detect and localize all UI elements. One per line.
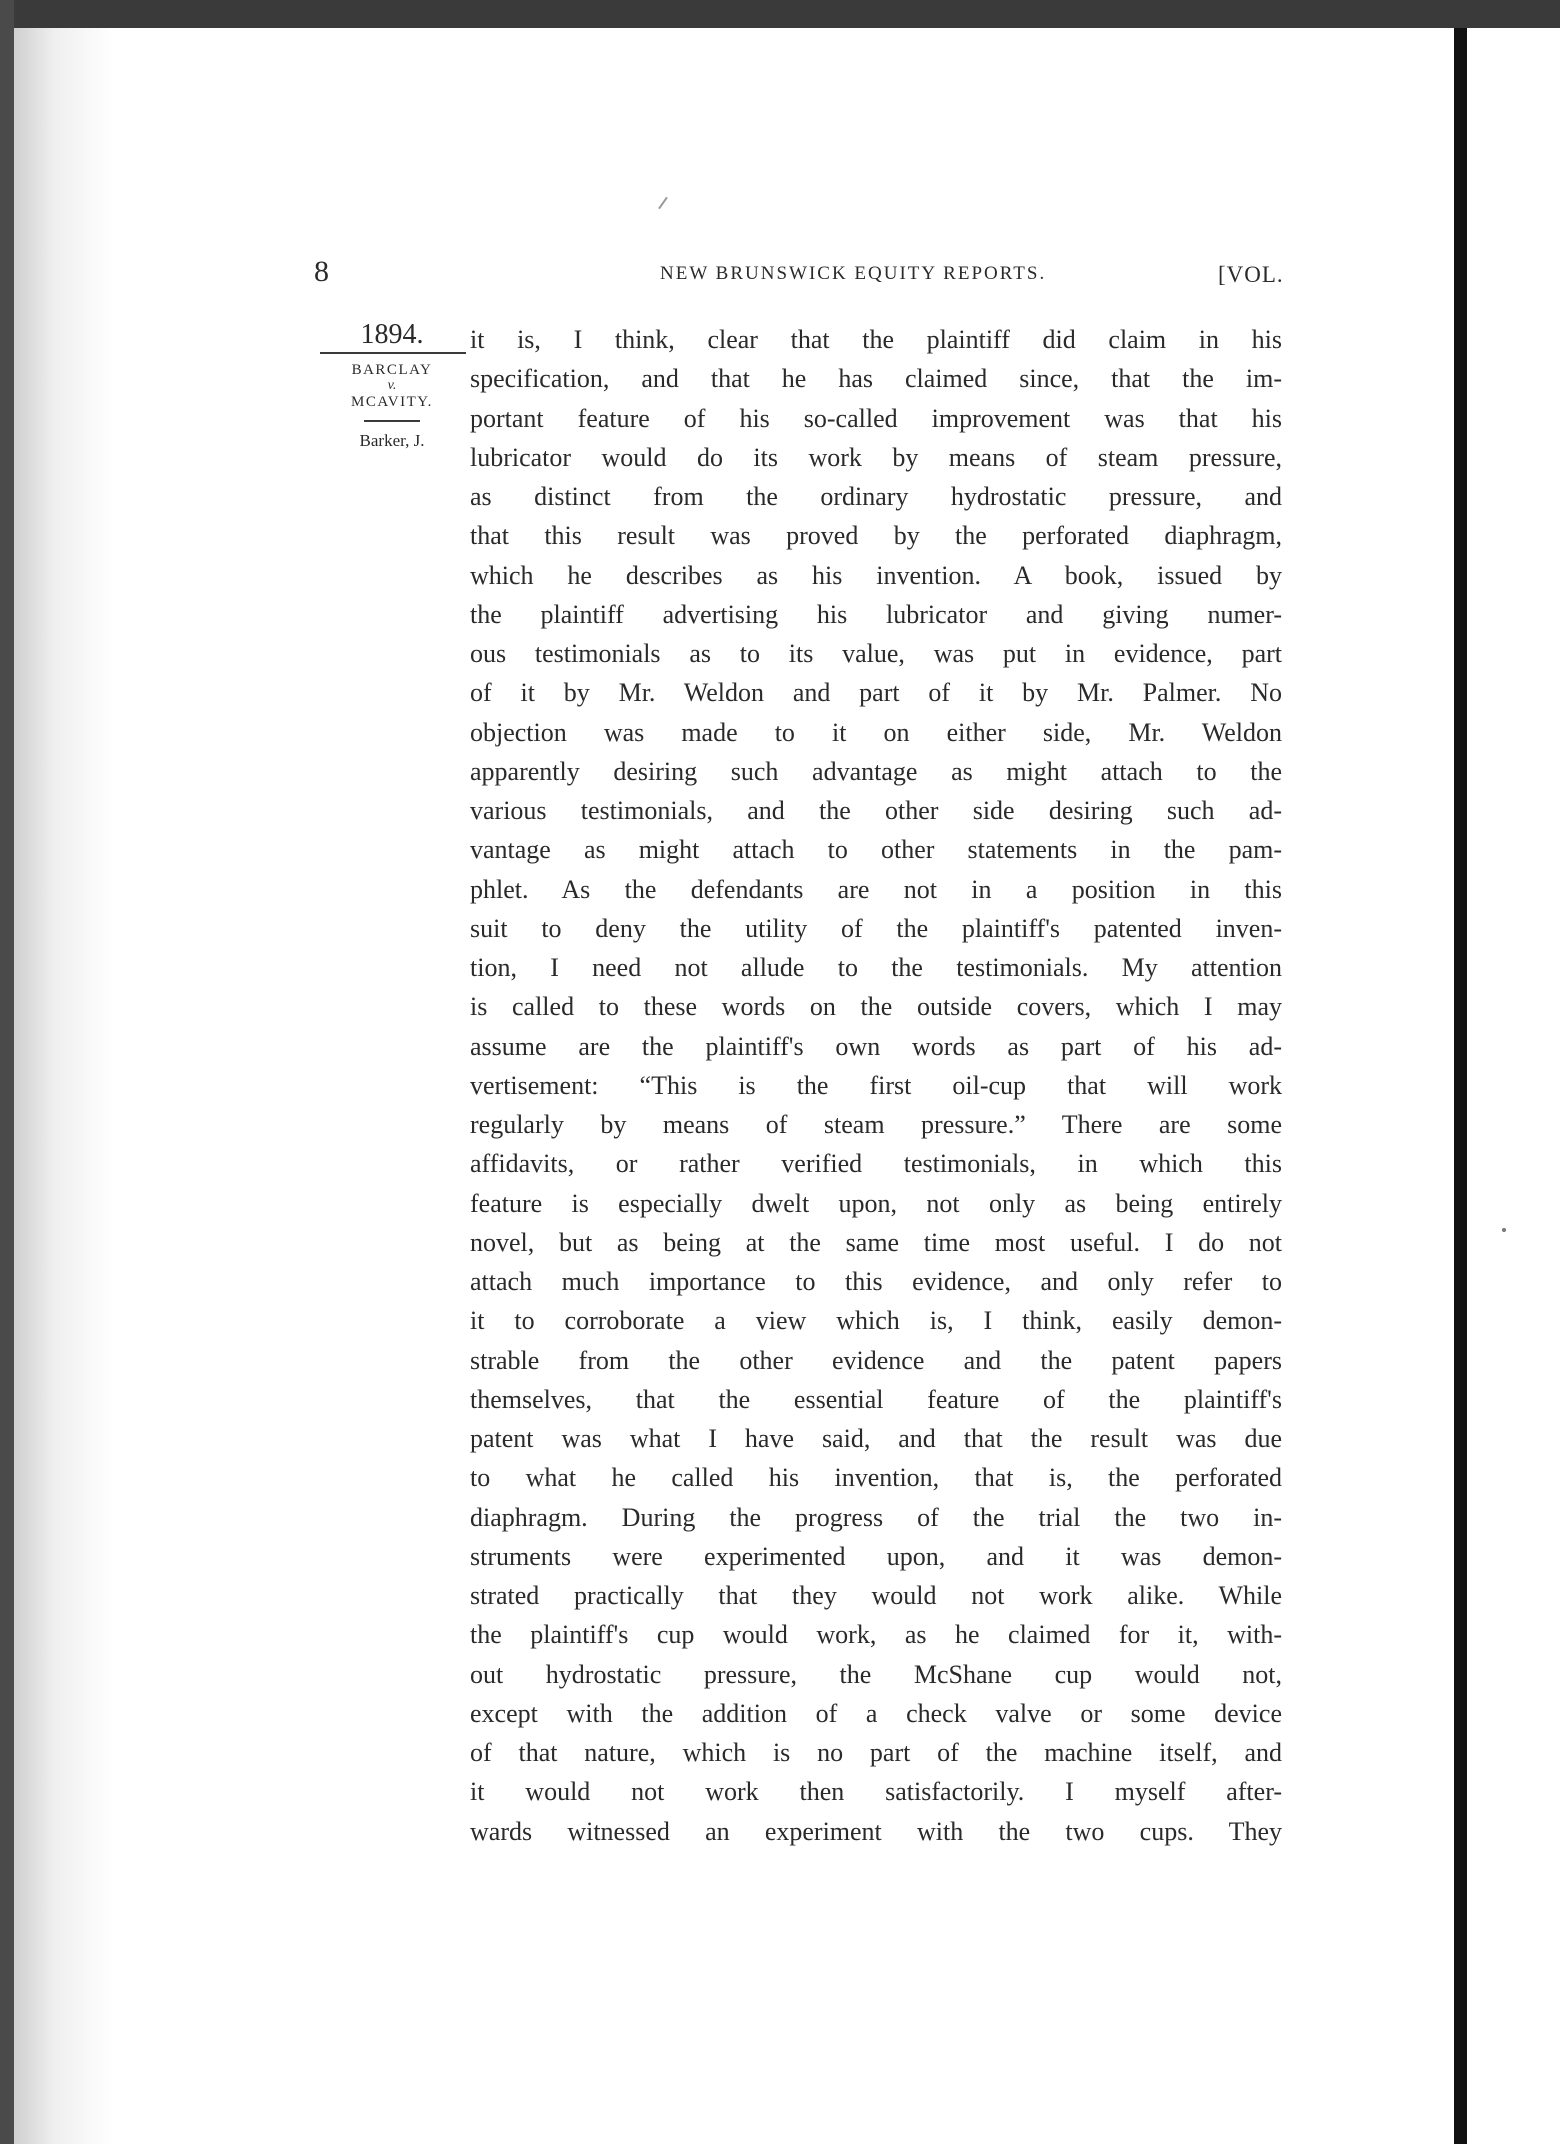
text-line: it would not work then satisfactorily. I myself after- (470, 1777, 1282, 1807)
text-line: assume are the plaintiff's own words as part of his ad- (470, 1031, 1282, 1061)
text-line: of it by Mr. Weldon and part of it by Mr. Palmer. No (470, 678, 1282, 708)
text-line: apparently desiring such advantage as might attach to the (470, 756, 1282, 786)
scan-margin-right (1454, 28, 1560, 2144)
text-line: to what he called his invention, that is, the perforated (470, 1463, 1282, 1493)
text-line: out hydrostatic pressure, the McShane cup would not, (470, 1659, 1282, 1689)
text-line: diaphragm. During the progress of the trial the two in- (470, 1502, 1282, 1532)
text-line: objection was made to it on either side, Mr. Weldon (470, 717, 1282, 747)
case-name-defendant: MCAVITY. (351, 394, 433, 410)
text-line: the plaintiff's cup would work, as he claimed for it, with- (470, 1620, 1282, 1650)
text-line: phlet. As the defendants are not in a position in this (470, 874, 1282, 904)
page-gutter-shadow (14, 28, 114, 2144)
body-text (470, 320, 1282, 1851)
text-line: novel, but as being at the same time most useful. I do not (470, 1227, 1282, 1257)
text-line: struments were experimented upon, and it was demon- (470, 1541, 1282, 1571)
text-line: various testimonials, and the other side desiring such ad- (470, 796, 1282, 825)
text-line: feature is especially dwelt upon, not only as being entirely (470, 1188, 1282, 1218)
text-line: which he describes as his invention. A book, issued by (470, 560, 1282, 590)
text-line: specification, and that he has claimed since, that the im- (470, 364, 1282, 394)
scan-border-left (0, 0, 14, 2144)
text-line: is called to these words on the outside covers, which I may (470, 992, 1282, 1022)
stray-dot (1502, 1228, 1506, 1232)
volume-marker: [VOL. (1218, 262, 1284, 287)
text-line: suit to deny the utility of the plaintiff's patented inven- (470, 913, 1282, 943)
text-line: wards witnessed an experiment with the two cups. They (470, 1816, 1282, 1846)
text-line: tion, I need not allude to the testimonials. My attention (470, 953, 1282, 982)
text-line: strated practically that they would not work alike. While (470, 1581, 1282, 1610)
text-line: vertisement: “This is the first oil-cup that will work (470, 1070, 1282, 1100)
margin-rule (364, 420, 420, 422)
case-name-plaintiff: BARCLAY (351, 362, 433, 378)
text-line: it is, I think, clear that the plaintiff did claim in his (470, 325, 1282, 354)
text-line: ous testimonials as to its value, was put in evidence, part (470, 639, 1282, 668)
text-line: it to corroborate a view which is, I think, easily demon- (470, 1306, 1282, 1336)
text-line: lubricator would do its work by means of steam pressure, (470, 442, 1282, 472)
text-line: affidavits, or rather verified testimonials, in which this (470, 1149, 1282, 1179)
year-rule (320, 352, 466, 354)
margin-notes (336, 318, 448, 452)
text-line: of that nature, which is no part of the machine itself, and (470, 1738, 1282, 1767)
page-number: 8 (314, 255, 329, 288)
next-page-edge (1454, 28, 1467, 2144)
case-name-versus: v. (387, 378, 397, 393)
margin-year: 1894. (360, 319, 424, 350)
running-head (314, 255, 1304, 295)
scan-border-top (0, 0, 1560, 28)
text-line: the plaintiff advertising his lubricator and giving numer- (470, 599, 1282, 629)
text-line: regularly by means of steam pressure.” There are some (470, 1110, 1282, 1139)
text-line: attach much importance to this evidence, and only refer to (470, 1267, 1282, 1296)
text-line: portant feature of his so-called improvement was that his (470, 403, 1282, 433)
text-line: as distinct from the ordinary hydrostatic pressure, and (470, 482, 1282, 511)
text-line: that this result was proved by the perforated diaphragm, (470, 521, 1282, 551)
text-line: patent was what I have said, and that the result was due (470, 1424, 1282, 1453)
judge-name: Barker, J. (359, 431, 425, 450)
text-line: strable from the other evidence and the patent papers (470, 1345, 1282, 1375)
running-title: NEW BRUNSWICK EQUITY REPORTS. (660, 263, 1047, 284)
text-line: vantage as might attach to other statements in the pam- (470, 835, 1282, 865)
text-line: themselves, that the essential feature of the plaintiff's (470, 1384, 1282, 1414)
text-line: except with the addition of a check valve or some device (470, 1698, 1282, 1728)
